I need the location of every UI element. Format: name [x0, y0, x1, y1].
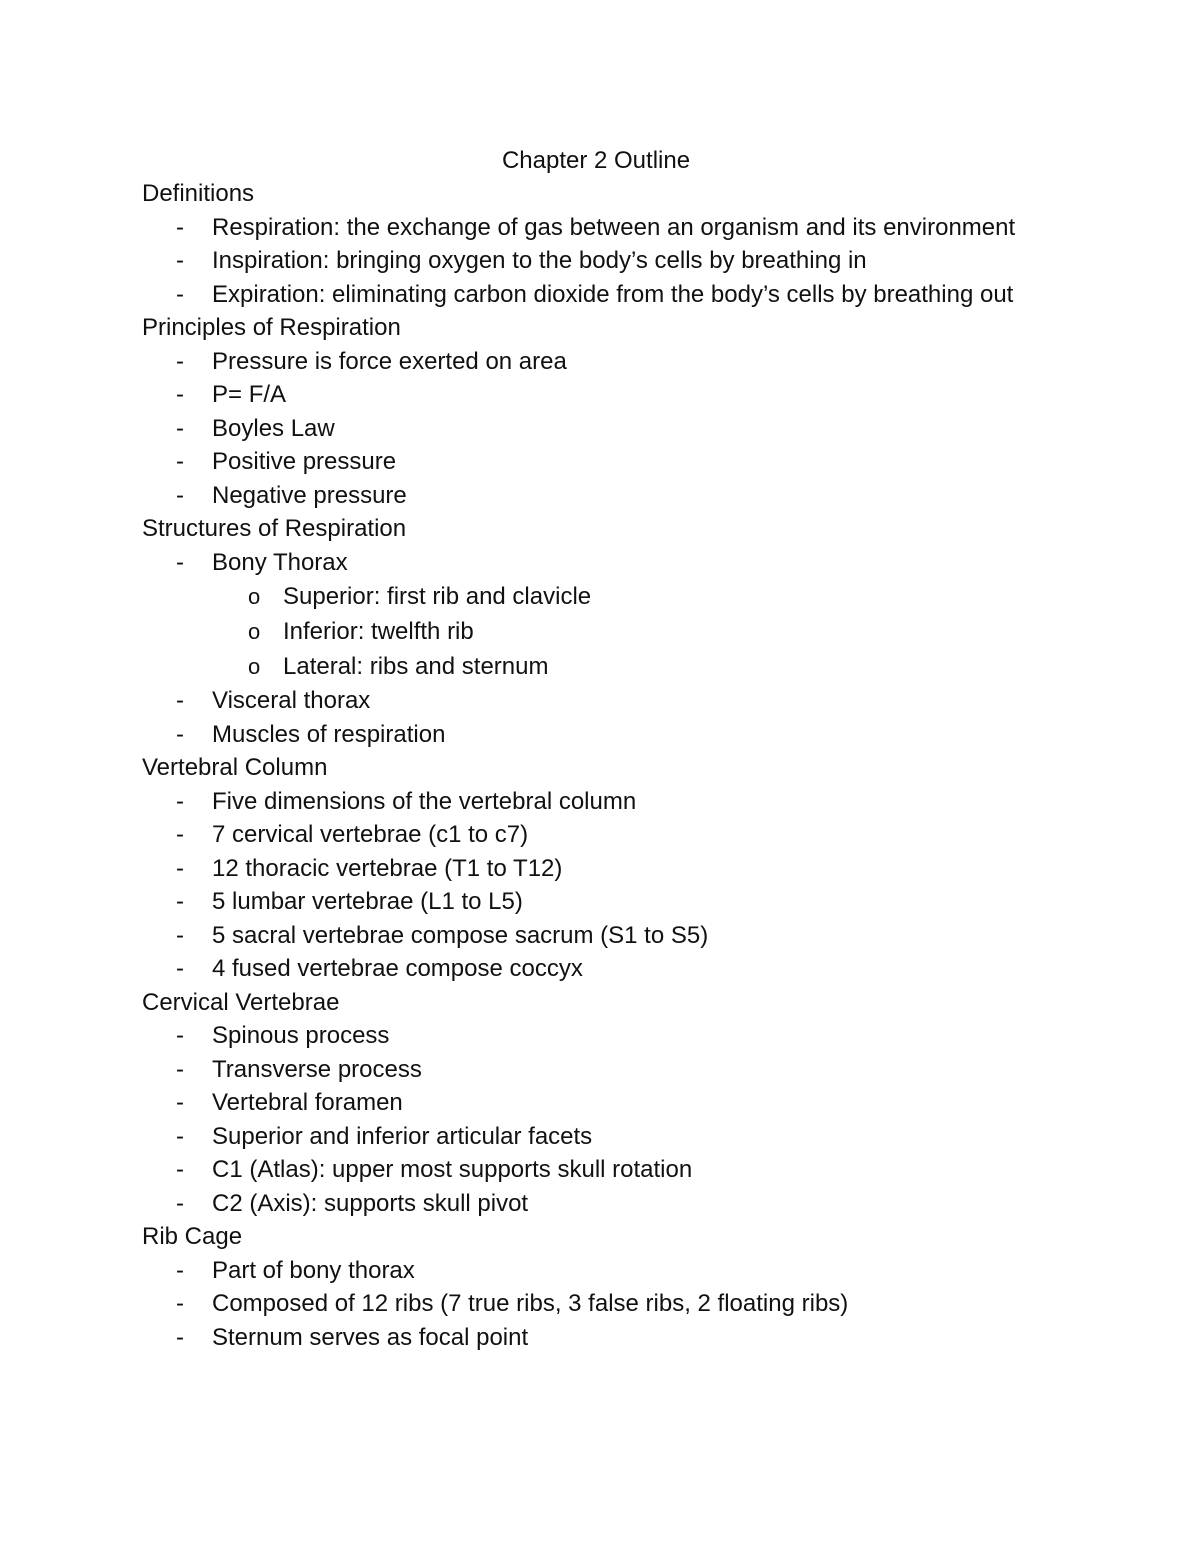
dash-bullet: -: [176, 213, 184, 241]
dash-bullet: -: [176, 548, 184, 576]
dash-bullet: -: [176, 720, 184, 748]
list-item-text: Pressure is force exerted on area: [212, 347, 567, 375]
list-item: [142, 852, 1052, 886]
dash-bullet: -: [176, 347, 184, 375]
section-heading: Principles of Respiration: [142, 314, 401, 341]
dash-bullet: -: [176, 1189, 184, 1217]
list-item: [142, 412, 1052, 446]
outline-section: [142, 986, 1052, 1221]
list-item: [142, 378, 1052, 412]
list-item-text: 12 thoracic vertebrae (T1 to T12): [212, 854, 563, 882]
dash-bullet: -: [176, 787, 184, 815]
page-title: Chapter 2 Outline: [501, 147, 691, 174]
sub-list-item: [142, 614, 1052, 649]
dash-bullet: -: [176, 888, 184, 915]
section-heading: Structures of Respiration: [142, 515, 407, 542]
list-item-text: Boyles Law: [212, 414, 335, 442]
list-item: [142, 278, 1052, 312]
list-item: [142, 345, 1052, 379]
section-heading: Rib Cage: [142, 1223, 243, 1250]
list-item-text: Expiration: eliminating carbon dioxide from the body’s cells by breathing out: [212, 280, 1014, 308]
list-item-text: 5 sacral vertebrae compose sacrum (S1 to S5): [212, 921, 709, 949]
dash-bullet: -: [176, 955, 184, 982]
outline-section: [142, 1220, 1052, 1354]
list-item-text: Five dimensions of the vertebral column: [212, 787, 637, 815]
sub-list-item-text: Superior: first rib and clavicle: [283, 583, 592, 610]
sub-list-item-text: Inferior: twelfth rib: [283, 618, 474, 645]
list-item-text: Sternum serves as focal point: [212, 1323, 529, 1351]
sub-list-item: [142, 579, 1052, 614]
list-item-text: Superior and inferior articular facets: [212, 1122, 593, 1150]
dash-bullet: -: [176, 247, 184, 274]
dash-bullet: -: [176, 1290, 184, 1317]
circle-bullet: o: [248, 619, 261, 644]
list-item-text: Transverse process: [212, 1055, 422, 1083]
outline-body: [142, 177, 1052, 1354]
list-item-text: P= F/A: [212, 381, 287, 408]
list-item: [142, 546, 1052, 580]
dash-bullet: -: [176, 381, 184, 408]
dash-bullet: -: [176, 1256, 184, 1284]
dash-bullet: -: [176, 280, 184, 308]
list-item: [142, 1086, 1052, 1120]
list-item: [142, 919, 1052, 953]
list-item: [142, 1053, 1052, 1087]
list-item: [142, 244, 1052, 278]
list-item-text: Bony Thorax: [212, 548, 348, 576]
list-item-text: Inspiration: bringing oxygen to the body’s cells by breathing in: [212, 247, 867, 274]
list-item: [142, 1321, 1052, 1355]
circle-bullet: o: [248, 584, 261, 609]
dash-bullet: -: [176, 821, 184, 848]
list-item-text: Vertebral foramen: [212, 1089, 403, 1116]
list-item: [142, 1187, 1052, 1221]
list-item-text: Part of bony thorax: [212, 1256, 415, 1284]
circle-bullet: o: [248, 654, 261, 679]
list-item: [142, 952, 1052, 986]
list-item-text: C2 (Axis): supports skull pivot: [212, 1189, 529, 1217]
list-item: [142, 1254, 1052, 1288]
dash-bullet: -: [176, 1022, 184, 1049]
outline-section: [142, 311, 1052, 512]
dash-bullet: -: [176, 1089, 184, 1116]
list-item-text: Positive pressure: [212, 448, 397, 475]
dash-bullet: -: [176, 1122, 184, 1150]
list-item-text: Respiration: the exchange of gas between an organism and its environment: [212, 213, 1016, 241]
dash-bullet: -: [176, 921, 184, 949]
list-item: [142, 479, 1052, 513]
list-item: [142, 445, 1052, 479]
list-item: [142, 684, 1052, 718]
list-item: [142, 1019, 1052, 1053]
section-heading: Definitions: [142, 180, 255, 207]
list-item-text: C1 (Atlas): upper most supports skull rotation: [212, 1156, 693, 1183]
list-item-text: 4 fused vertebrae compose coccyx: [212, 955, 583, 982]
outline-section: [142, 177, 1052, 311]
list-item: [142, 1287, 1052, 1321]
section-heading: Cervical Vertebrae: [142, 988, 340, 1016]
dash-bullet: -: [176, 854, 184, 882]
list-item: [142, 1153, 1052, 1187]
dash-bullet: -: [176, 414, 184, 442]
list-item-text: Negative pressure: [212, 481, 407, 509]
dash-bullet: -: [176, 1323, 184, 1351]
list-item: [142, 718, 1052, 752]
list-item-text: Spinous process: [212, 1022, 390, 1049]
list-item-text: Visceral thorax: [212, 687, 371, 714]
outline-section: [142, 512, 1052, 751]
list-item-text: 5 lumbar vertebrae (L1 to L5): [212, 888, 523, 915]
outline-section: [142, 751, 1052, 986]
dash-bullet: -: [176, 481, 184, 509]
list-item: [142, 785, 1052, 819]
list-item-text: Composed of 12 ribs (7 true ribs, 3 false ribs, 2 floating ribs): [212, 1290, 849, 1317]
dash-bullet: -: [176, 687, 184, 714]
list-item: [142, 211, 1052, 245]
list-item-text: 7 cervical vertebrae (c1 to c7): [212, 821, 529, 848]
dash-bullet: -: [176, 448, 184, 475]
list-item-text: Muscles of respiration: [212, 720, 446, 748]
list-item: [142, 885, 1052, 919]
dash-bullet: -: [176, 1055, 184, 1083]
sub-list-item-text: Lateral: ribs and sternum: [283, 653, 549, 680]
list-item: [142, 1120, 1052, 1154]
dash-bullet: -: [176, 1156, 184, 1183]
list-item: [142, 818, 1052, 852]
section-heading: Vertebral Column: [142, 754, 328, 781]
sub-list-item: [142, 649, 1052, 684]
